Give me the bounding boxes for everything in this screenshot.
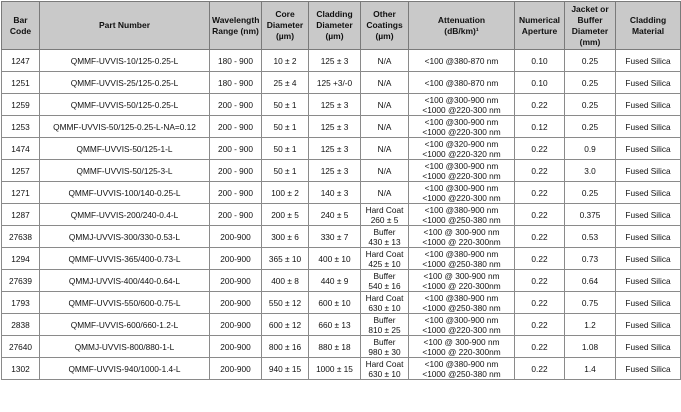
- cell-line: <100 @300-900 nm: [424, 160, 499, 171]
- cladding-diameter-cell: 1000 ± 15: [309, 358, 361, 380]
- cell-line: <100 @380-900 nm: [424, 358, 499, 369]
- other-coatings-cell: [361, 204, 409, 226]
- wavelength-range-cell: 200 - 900: [210, 182, 262, 204]
- table-row: [2, 94, 681, 116]
- cell-line: <100 @ 300-900 nm: [423, 226, 500, 237]
- bar-code-cell: 1251: [2, 72, 40, 94]
- other-coatings-cell: N/A: [361, 116, 409, 138]
- cladding-material-cell: Fused Silica: [616, 116, 681, 138]
- wavelength-range-cell: 200-900: [210, 336, 262, 358]
- jacket-diameter-cell: 0.25: [565, 94, 616, 116]
- cell-line: <1000 @ 220-300nm: [422, 346, 501, 357]
- cell-line: <100 @ 300-900 nm: [423, 336, 500, 347]
- attenuation-cell: [409, 116, 515, 138]
- part-number-cell: QMMJ-UVVIS-300/330-0.53-L: [40, 226, 210, 248]
- attenuation-cell: [409, 358, 515, 380]
- cell-line: Hard Coat: [365, 248, 404, 259]
- attenuation-cell: [409, 138, 515, 160]
- cell-line: <100 @320-900 nm: [424, 138, 499, 149]
- attenuation-cell: [409, 182, 515, 204]
- table-row: [2, 160, 681, 182]
- wavelength-range-cell: 200-900: [210, 248, 262, 270]
- numerical-aperture-cell: 0.22: [515, 248, 565, 270]
- fiber-spec-table: [1, 1, 681, 380]
- table-row: [2, 336, 681, 358]
- jacket-diameter-cell: 0.25: [565, 116, 616, 138]
- cell-line: <1000 @250-380 nm: [422, 302, 501, 313]
- attenuation-cell: [409, 204, 515, 226]
- header-label-line: (µm): [325, 31, 344, 41]
- cladding-material-cell: Fused Silica: [616, 138, 681, 160]
- jacket-diameter-cell: 0.25: [565, 182, 616, 204]
- cell-line: <1000 @220-300 nm: [422, 324, 501, 335]
- header-label-line: Cladding: [629, 14, 667, 25]
- numerical-aperture-cell: 0.22: [515, 182, 565, 204]
- attenuation-cell: [409, 160, 515, 182]
- core-diameter-cell: 25 ± 4: [262, 72, 309, 94]
- bar-code-cell: 1257: [2, 160, 40, 182]
- cell-line: Hard Coat: [365, 292, 404, 303]
- cladding-diameter-cell: 240 ± 5: [309, 204, 361, 226]
- part-number-header: [40, 2, 210, 50]
- cladding-material-cell: Fused Silica: [616, 204, 681, 226]
- attenuation-header: [409, 2, 515, 50]
- numerical-aperture-cell: 0.12: [515, 116, 565, 138]
- bar-code-cell: 1247: [2, 50, 40, 72]
- core-diameter-cell: 400 ± 8: [262, 270, 309, 292]
- header-label-line: Other: [373, 9, 396, 19]
- wavelength-range-cell: 200 - 900: [210, 116, 262, 138]
- header-label-line: Part Number: [98, 20, 150, 30]
- table-header: [2, 2, 681, 50]
- cladding-diameter-cell: 400 ± 10: [309, 248, 361, 270]
- header-row: [2, 2, 681, 50]
- attenuation-cell: <100 @380-870 nm: [409, 72, 515, 94]
- table-row: [2, 50, 681, 72]
- table-row: [2, 226, 681, 248]
- bar-code-cell: 27638: [2, 226, 40, 248]
- core-diameter-cell: 10 ± 2: [262, 50, 309, 72]
- table-row: [2, 182, 681, 204]
- cell-line: <100 @300-900 nm: [424, 314, 499, 325]
- other-coatings-cell: [361, 226, 409, 248]
- core-diameter-cell: 50 ± 1: [262, 116, 309, 138]
- part-number-cell: QMMF-UVVIS-50/125-3-L: [40, 160, 210, 182]
- part-number-cell: QMMF-UVVIS-100/140-0.25-L: [40, 182, 210, 204]
- header-label-line: Code: [9, 25, 32, 36]
- cladding-material-cell: Fused Silica: [616, 336, 681, 358]
- part-number-cell: QMMF-UVVIS-200/240-0.4-L: [40, 204, 210, 226]
- attenuation-cell: [409, 248, 515, 270]
- other-coatings-cell: N/A: [361, 138, 409, 160]
- wavelength-range-header: [210, 2, 262, 50]
- wavelength-range-cell: 200 - 900: [210, 94, 262, 116]
- core-diameter-cell: 550 ± 12: [262, 292, 309, 314]
- numerical-aperture-cell: 0.22: [515, 94, 565, 116]
- numerical-aperture-cell: 0.10: [515, 50, 565, 72]
- cell-line: <100 @380-900 nm: [424, 248, 499, 259]
- core-diameter-cell: 100 ± 2: [262, 182, 309, 204]
- cladding-diameter-cell: 660 ± 13: [309, 314, 361, 336]
- table-row: [2, 72, 681, 94]
- header-label-line: Attenuation: [437, 14, 486, 25]
- cell-line: Hard Coat: [365, 204, 404, 215]
- numerical-aperture-cell: 0.22: [515, 226, 565, 248]
- jacket-diameter-cell: 0.25: [565, 72, 616, 94]
- wavelength-range-cell: 200-900: [210, 226, 262, 248]
- cell-line: <100 @ 300-900 nm: [423, 270, 500, 281]
- bar-code-cell: 1793: [2, 292, 40, 314]
- cladding-diameter-cell: 600 ± 10: [309, 292, 361, 314]
- bar-code-header: [2, 2, 40, 50]
- core-diameter-cell: 200 ± 5: [262, 204, 309, 226]
- cell-line: 980 ± 30: [368, 346, 401, 357]
- jacket-diameter-cell: 1.4: [565, 358, 616, 380]
- cell-line: Hard Coat: [365, 358, 404, 369]
- part-number-cell: QMMJ-UVVIS-400/440-0.64-L: [40, 270, 210, 292]
- core-diameter-cell: 365 ± 10: [262, 248, 309, 270]
- bar-code-cell: 27639: [2, 270, 40, 292]
- core-diameter-cell: 600 ± 12: [262, 314, 309, 336]
- bar-code-cell: 1271: [2, 182, 40, 204]
- other-coatings-cell: [361, 314, 409, 336]
- cell-line: Buffer: [373, 226, 396, 237]
- cell-line: <1000 @220-320 nm: [422, 148, 501, 159]
- cladding-material-cell: Fused Silica: [616, 50, 681, 72]
- attenuation-cell: [409, 336, 515, 358]
- cell-line: <1000 @250-380 nm: [422, 214, 501, 225]
- jacket-diameter-cell: 0.75: [565, 292, 616, 314]
- part-number-cell: QMMF-UVVIS-365/400-0.73-L: [40, 248, 210, 270]
- cell-line: <100 @300-900 nm: [424, 94, 499, 105]
- bar-code-cell: 1302: [2, 358, 40, 380]
- cell-line: <1000 @220-300 nm: [422, 104, 501, 115]
- numerical-aperture-cell: 0.22: [515, 204, 565, 226]
- core-diameter-cell: 940 ± 15: [262, 358, 309, 380]
- header-label-line: Numerical: [518, 14, 561, 25]
- cladding-material-cell: Fused Silica: [616, 292, 681, 314]
- part-number-cell: QMMF-UVVIS-10/125-0.25-L: [40, 50, 210, 72]
- cladding-diameter-cell: 140 ± 3: [309, 182, 361, 204]
- cladding-diameter-cell: 125 ± 3: [309, 160, 361, 182]
- core-diameter-cell: 50 ± 1: [262, 94, 309, 116]
- bar-code-cell: 1259: [2, 94, 40, 116]
- attenuation-cell: <100 @380-870 nm: [409, 50, 515, 72]
- header-label-line: (µm): [275, 31, 295, 41]
- part-number-cell: QMMF-UVVIS-940/1000-1.4-L: [40, 358, 210, 380]
- table-row: [2, 270, 681, 292]
- jacket-diameter-cell: 0.53: [565, 226, 616, 248]
- cell-line: Buffer: [373, 314, 396, 325]
- cell-line: <100 @380-900 nm: [424, 292, 499, 303]
- jacket-diameter-cell: 0.73: [565, 248, 616, 270]
- cladding-diameter-cell: 330 ± 7: [309, 226, 361, 248]
- header-label-line: Material: [631, 25, 665, 36]
- wavelength-range-cell: 200-900: [210, 270, 262, 292]
- numerical-aperture-cell: 0.22: [515, 270, 565, 292]
- table-body: [2, 50, 681, 380]
- core-diameter-cell: 50 ± 1: [262, 138, 309, 160]
- cladding-material-cell: Fused Silica: [616, 248, 681, 270]
- cladding-diameter-cell: 440 ± 9: [309, 270, 361, 292]
- cell-line: 810 ± 25: [368, 324, 401, 335]
- wavelength-range-cell: 200-900: [210, 292, 262, 314]
- part-number-cell: QMMJ-UVVIS-800/880-1-L: [40, 336, 210, 358]
- cladding-material-cell: Fused Silica: [616, 226, 681, 248]
- other-coatings-cell: N/A: [361, 50, 409, 72]
- cell-line: <1000 @ 220-300nm: [422, 280, 501, 291]
- header-label-line: Jacket or: [571, 3, 609, 14]
- cladding-material-cell: Fused Silica: [616, 72, 681, 94]
- attenuation-cell: [409, 292, 515, 314]
- cell-line: <100 @300-900 nm: [424, 182, 499, 193]
- cell-line: <1000 @ 220-300nm: [422, 236, 501, 247]
- table-row: [2, 138, 681, 160]
- jacket-diameter-cell: 1.2: [565, 314, 616, 336]
- core-diameter-header: [262, 2, 309, 50]
- jacket-diameter-cell: 0.375: [565, 204, 616, 226]
- header-label-line: Range (nm): [212, 25, 259, 36]
- header-label-line: Diameter: [316, 20, 353, 30]
- jacket-diameter-cell: 3.0: [565, 160, 616, 182]
- cell-line: <1000 @220-300 nm: [422, 192, 501, 203]
- cladding-material-cell: Fused Silica: [616, 314, 681, 336]
- cell-line: Buffer: [373, 336, 396, 347]
- cell-line: <100 @300-900 nm: [424, 116, 499, 127]
- jacket-diameter-cell: 0.9: [565, 138, 616, 160]
- cell-line: 260 ± 5: [370, 214, 399, 225]
- cladding-diameter-cell: 125 ± 3: [309, 116, 361, 138]
- numerical-aperture-cell: 0.10: [515, 72, 565, 94]
- jacket-diameter-cell: 0.25: [565, 50, 616, 72]
- jacket-diameter-cell: 1.08: [565, 336, 616, 358]
- bar-code-cell: 2838: [2, 314, 40, 336]
- bar-code-cell: 27640: [2, 336, 40, 358]
- attenuation-cell: [409, 94, 515, 116]
- cell-line: 630 ± 10: [368, 368, 401, 379]
- cladding-material-header: [616, 2, 681, 50]
- wavelength-range-cell: 200 - 900: [210, 138, 262, 160]
- bar-code-cell: 1474: [2, 138, 40, 160]
- attenuation-cell: [409, 270, 515, 292]
- header-label-line: Buffer: [577, 14, 603, 25]
- cell-line: <1000 @220-300 nm: [422, 126, 501, 137]
- table-row: [2, 292, 681, 314]
- cell-line: <100 @380-900 nm: [424, 204, 499, 215]
- other-coatings-cell: N/A: [361, 182, 409, 204]
- other-coatings-cell: N/A: [361, 94, 409, 116]
- numerical-aperture-cell: 0.22: [515, 314, 565, 336]
- numerical-aperture-cell: 0.22: [515, 160, 565, 182]
- cladding-diameter-cell: 880 ± 18: [309, 336, 361, 358]
- table-row: [2, 358, 681, 380]
- numerical-aperture-cell: 0.22: [515, 336, 565, 358]
- numerical-aperture-cell: 0.22: [515, 358, 565, 380]
- attenuation-cell: [409, 314, 515, 336]
- header-label-line: Diameter: [571, 25, 609, 36]
- table-row: [2, 314, 681, 336]
- jacket-diameter-cell: 0.64: [565, 270, 616, 292]
- cladding-diameter-cell: 125 +3/-0: [309, 72, 361, 94]
- header-label-line: Core: [275, 9, 295, 19]
- wavelength-range-cell: 200 - 900: [210, 160, 262, 182]
- cladding-material-cell: Fused Silica: [616, 182, 681, 204]
- part-number-cell: QMMF-UVVIS-50/125-0.25-L: [40, 94, 210, 116]
- cell-line: <1000 @250-380 nm: [422, 258, 501, 269]
- cell-line: <1000 @220-300 nm: [422, 170, 501, 181]
- other-coatings-cell: N/A: [361, 72, 409, 94]
- wavelength-range-cell: 200-900: [210, 314, 262, 336]
- header-label-line: Bar: [13, 14, 28, 25]
- table-row: [2, 248, 681, 270]
- table-row: [2, 204, 681, 226]
- part-number-cell: QMMF-UVVIS-50/125-1-L: [40, 138, 210, 160]
- header-label-line: (mm): [579, 36, 601, 47]
- core-diameter-cell: 50 ± 1: [262, 160, 309, 182]
- attenuation-cell: [409, 226, 515, 248]
- cell-line: Buffer: [373, 270, 396, 281]
- header-label-line: Aperture: [521, 25, 558, 36]
- core-diameter-cell: 800 ± 16: [262, 336, 309, 358]
- header-label-line: Coatings: [366, 20, 403, 30]
- numerical-aperture-cell: 0.22: [515, 292, 565, 314]
- part-number-cell: QMMF-UVVIS-550/600-0.75-L: [40, 292, 210, 314]
- other-coatings-cell: [361, 248, 409, 270]
- cladding-diameter-cell: 125 ± 3: [309, 138, 361, 160]
- cladding-material-cell: Fused Silica: [616, 270, 681, 292]
- cell-line: 430 ± 13: [368, 236, 401, 247]
- header-label-line: (µm): [375, 31, 394, 41]
- cladding-diameter-cell: 125 ± 3: [309, 50, 361, 72]
- cell-line: <1000 @250-380 nm: [422, 368, 501, 379]
- cell-line: 425 ± 10: [368, 258, 401, 269]
- bar-code-cell: 1287: [2, 204, 40, 226]
- bar-code-cell: 1253: [2, 116, 40, 138]
- cell-line: 630 ± 10: [368, 302, 401, 313]
- bar-code-cell: 1294: [2, 248, 40, 270]
- cell-line: 540 ± 16: [368, 280, 401, 291]
- numerical-aperture-cell: 0.22: [515, 138, 565, 160]
- other-coatings-cell: [361, 270, 409, 292]
- numerical-aperture-header: [515, 2, 565, 50]
- wavelength-range-cell: 180 - 900: [210, 50, 262, 72]
- table-row: [2, 116, 681, 138]
- cladding-material-cell: Fused Silica: [616, 358, 681, 380]
- header-label-line: Cladding: [316, 9, 353, 19]
- part-number-cell: QMMF-UVVIS-600/660-1.2-L: [40, 314, 210, 336]
- cladding-material-cell: Fused Silica: [616, 160, 681, 182]
- wavelength-range-cell: 180 - 900: [210, 72, 262, 94]
- jacket-buffer-diameter-header: [565, 2, 616, 50]
- cladding-material-cell: Fused Silica: [616, 94, 681, 116]
- part-number-cell: QMMF-UVVIS-50/125-0.25-L-NA=0.12: [40, 116, 210, 138]
- header-label-line: Wavelength: [212, 14, 260, 25]
- cladding-diameter-cell: 125 ± 3: [309, 94, 361, 116]
- other-coatings-cell: [361, 358, 409, 380]
- other-coatings-cell: N/A: [361, 160, 409, 182]
- wavelength-range-cell: 200 - 900: [210, 204, 262, 226]
- other-coatings-header: [361, 2, 409, 50]
- cladding-diameter-header: [309, 2, 361, 50]
- wavelength-range-cell: 200-900: [210, 358, 262, 380]
- part-number-cell: QMMF-UVVIS-25/125-0.25-L: [40, 72, 210, 94]
- other-coatings-cell: [361, 292, 409, 314]
- header-label-line: (dB/km)¹: [444, 25, 479, 36]
- other-coatings-cell: [361, 336, 409, 358]
- core-diameter-cell: 300 ± 6: [262, 226, 309, 248]
- header-label-line: Diameter: [266, 20, 304, 30]
